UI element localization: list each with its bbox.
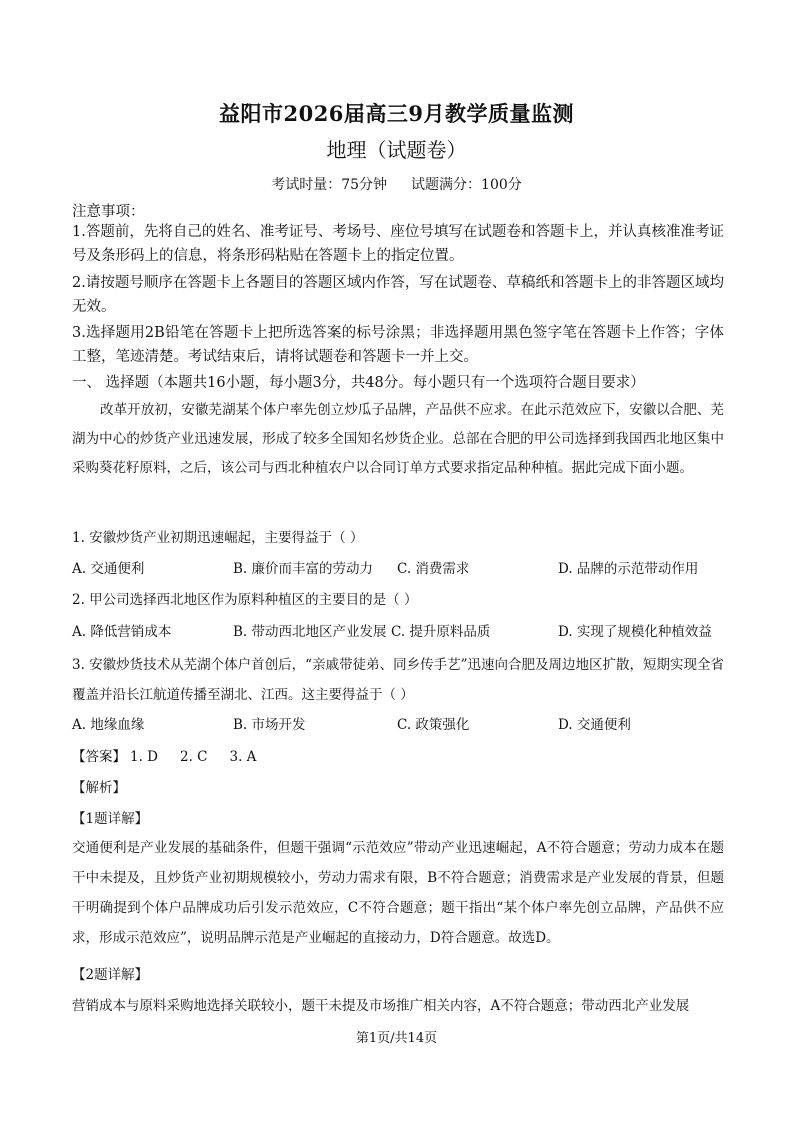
question-2-options [72,620,732,640]
question-1-options [72,557,732,577]
exam-time: 考试时量：75分钟 [271,177,388,193]
section-heading: 一、 选择题（本题共16小题，每小题3分，共48分。每小题只有一个选项符合题目要求） [72,375,645,391]
option-a: A. 降低营销成本 [72,624,172,640]
reading-passage: 改革开放初，安徽芜湖某个体户率先创立炒瓜子品牌，产品供不应求。在此示范效应下，安徽以合肥、芜湖为中心的炒货产业迅速发展，形成了较多全国知名炒货企业。总部在合肥的甲公司选择到我国西北地区集中采购葵花籽原料，之后，该公司与西北种植农户以合同订单方式要求指定品种种植。据此完成下面小题。 [72,402,724,476]
option-d: D. 交通便利 [558,717,631,733]
option-c: C. 提升原料品质 [391,624,491,640]
question-3-options [72,713,732,733]
option-b: B. 市场开发 [233,717,306,733]
option-b: B. 带动西北地区产业发展 [233,624,387,640]
answer-tag: 【答案】 [72,749,126,765]
option-b: B. 廉价而丰富的劳动力 [233,561,374,577]
analysis-q2-text: 营销成本与原料采购地选择关联较小，题干未提及市场推广相关内容，A不符合题意；带动西北产业发展 [72,998,690,1014]
answer-line [72,745,256,765]
option-d: D. 实现了规模化种植效益 [558,624,712,640]
option-c: C. 消费需求 [397,561,470,577]
option-a: A. 交通便利 [72,561,145,577]
exam-full-score: 试题满分：100分 [411,177,522,193]
answer-3: 3. A [229,749,257,765]
analysis-q2-tag: 【2题详解】 [72,967,149,983]
option-a: A. 地缘血缘 [72,717,145,733]
exam-meta [0,174,793,194]
subject-title: 地理（试题卷） [326,138,467,162]
notice-item-3: 3.选择题用2B铅笔在答题卡上把所选答案的标号涂黑；非选择题用黑色签字笔在答题卡上作答；字体工整，笔迹清楚。考试结束后，请将试题卷和答题卡一并上交。 [72,325,724,365]
analysis-q1-text: 交通便利是产业发展的基础条件，但题干强调“示范效应”带动产业迅速崛起，A不符合题意；劳动力成本在题干中未提及，且炒货产业初期规模较小，劳动力需求有限，B不符合题意；消费需求是产业发展的背景，但题干明确提到个体户品牌成功后引发示范效应，C不符合题意；题干指出“某个体户率先创立品牌，产品供不应求，形成示范效应”，说明品牌示范是产业崛起的直接动力，D符合题意。故选D。 [72,840,724,946]
notice-item-2: 2.请按题号顺序在答题卡上各题目的答题区域内作答，写在试题卷、草稿纸和答题卡上的非答题区域均无效。 [72,275,724,315]
option-c: C. 政策强化 [397,717,470,733]
analysis-tag: 【解析】 [72,780,126,796]
analysis-q1-tag: 【1题详解】 [72,811,149,827]
question-1-stem: 1. 安徽炒货产业初期迅速崛起，主要得益于（ ） [72,530,364,546]
question-3-stem: 3. 安徽炒货技术从芜湖个体户首创后，“亲戚带徒弟、同乡传手艺”迅速向合肥及周边地区扩散，短期实现全省覆盖并沿长江航道传播至湖北、江西。这主要得益于（ ） [72,657,724,703]
exam-title: 益阳市2026届高三9月教学质量监测 [218,101,575,126]
question-2-stem: 2. 甲公司选择西北地区作为原料种植区的主要目的是（ ） [72,592,418,608]
page-footer: 第1页/共14页 [355,1031,438,1046]
option-d: D. 品牌的示范带动作用 [558,561,699,577]
notice-item-1: 1.答题前，先将自己的姓名、准考证号、考场号、座位号填写在试题卷和答题卡上，并认真核准准考证号及条形码上的信息，将条形码粘贴在答题卡上的指定位置。 [72,224,724,264]
answer-2: 2. C [180,749,208,765]
answer-1: 1. D [130,749,158,765]
notice-heading: 注意事项： [72,204,145,220]
